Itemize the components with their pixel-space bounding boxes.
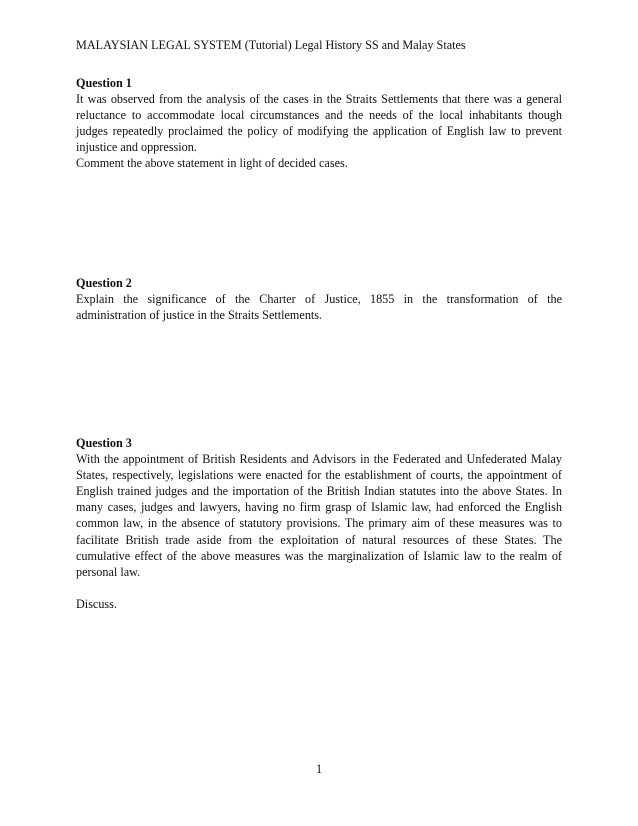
question-1-title: Question 1	[76, 76, 132, 90]
question-3	[76, 435, 562, 612]
question-3-line: States, respectively, legislations were enacted for the establishment of courts, the appointment of	[76, 468, 562, 483]
paragraph-gap	[76, 580, 562, 596]
question-2-title: Question 2	[76, 276, 132, 290]
question-3-title: Question 3	[76, 436, 132, 450]
document-header: MALAYSIAN LEGAL SYSTEM (Tutorial) Legal History SS and Malay States	[76, 38, 466, 52]
question-1-line: reluctance to accommodate local circumstances and the needs of the local inhabitants though	[76, 108, 562, 123]
question-1-comment: Comment the above statement in light of decided cases.	[76, 156, 348, 171]
question-3-line: many cases, judges and lawyers, having no firm grasp of Islamic law, had enforced the English	[76, 500, 562, 515]
page-number: 1	[315, 762, 323, 776]
question-1-line: It was observed from the analysis of the cases in the Straits Settlements that there was a general	[76, 92, 562, 107]
question-3-closing: Discuss.	[76, 596, 117, 611]
question-1-text	[76, 91, 562, 171]
question-3-text	[76, 451, 562, 612]
question-2-line: administration of justice in the Straits Settlements.	[76, 308, 323, 323]
question-2-text	[76, 291, 562, 323]
question-3-line: English trained judges and the importation of the British Indian statutes into the above States. In	[76, 484, 562, 499]
question-2-line: Explain the significance of the Charter of Justice, 1855 in the transformation of the	[76, 292, 562, 307]
question-2	[76, 275, 562, 323]
question-1-line: judges repeatedly proclaimed the policy of modifying the application of English law to prevent	[76, 124, 562, 139]
question-3-line: personal law.	[76, 564, 141, 579]
question-3-line: cumulative effect of the above measures was the marginalization of Islamic law to the realm of	[76, 548, 562, 563]
question-3-line: With the appointment of British Residents and Advisors in the Federated and Unfederated Malay	[76, 452, 562, 467]
question-3-line: facilitate British trade aside from the exploitation of natural resources of these States. The	[76, 532, 562, 547]
question-1	[76, 75, 562, 172]
question-1-line: injustice and oppression.	[76, 140, 197, 155]
question-3-line: common law, in the absence of statutory provisions. The primary aim of these measures was to	[76, 516, 562, 531]
